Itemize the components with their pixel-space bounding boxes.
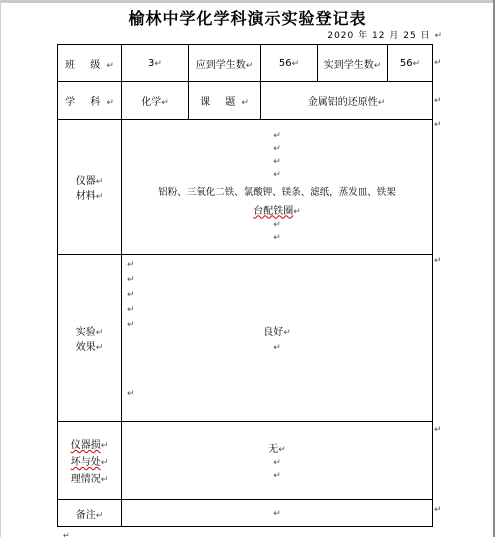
paragraph-mark: ↵ — [100, 475, 109, 485]
actual-students-value: 56 — [399, 57, 413, 69]
paragraph-mark: ↵ — [293, 206, 301, 217]
subject-value-cell[interactable] — [122, 82, 189, 120]
row-end-mark: ↵ — [434, 256, 442, 266]
date-month-unit: 月 — [389, 31, 400, 41]
effect-label-line2: 效果 — [75, 342, 96, 353]
table-row-class — [58, 45, 433, 82]
row-end-mark: ↵ — [434, 96, 442, 106]
equipment-label-line1: 仪器 — [75, 176, 96, 187]
page-title: 榆林中学化学科演示实验登记表 — [128, 9, 367, 28]
paragraph-mark: ↵ — [283, 328, 291, 338]
paragraph-mark: ↵ — [161, 98, 169, 108]
topic-label: 课 题 — [200, 97, 242, 108]
subject-value: 化学 — [141, 97, 162, 108]
actual-value-cell[interactable] — [388, 45, 433, 82]
subject-label: 学 科 — [65, 97, 107, 108]
paragraph-mark: ↵ — [273, 156, 281, 167]
damage-value: 无 — [268, 444, 279, 455]
paragraph-mark: ↵ — [127, 275, 135, 285]
equipment-label-cell — [58, 120, 122, 255]
equipment-label-line2: 材料 — [75, 191, 96, 202]
damage-label-cell — [58, 422, 122, 500]
document-end-mark: ↵ — [63, 531, 70, 540]
topic-label-cell — [189, 82, 261, 120]
class-value-cell[interactable] — [122, 45, 189, 82]
due-value-cell[interactable] — [261, 45, 318, 82]
paragraph-mark: ↵ — [100, 441, 109, 451]
paragraph-mark: ↵ — [273, 471, 281, 481]
remarks-content-cell[interactable] — [122, 500, 433, 527]
paragraph-mark: ↵ — [95, 510, 104, 521]
date-year-unit: 年 — [358, 31, 369, 41]
window-top-edge — [0, 0, 495, 3]
record-date — [327, 28, 443, 41]
table-row-equipment — [58, 120, 433, 255]
table-row-effect — [58, 255, 433, 422]
paragraph-mark: ↵ — [127, 290, 135, 300]
row-end-mark: ↵ — [434, 120, 442, 130]
paragraph-mark: ↵ — [273, 343, 281, 353]
paragraph-mark: ↵ — [127, 389, 135, 399]
class-label: 班 级 — [65, 59, 107, 71]
equipment-list-line1: 铝粉、三氧化二铁、氯酸钾、镁条、滤纸，蒸发皿、铁架 — [158, 186, 396, 198]
paragraph-mark: ↵ — [273, 130, 281, 141]
row-end-mark: ↵ — [434, 505, 442, 515]
effect-content-cell[interactable] — [122, 255, 433, 422]
remarks-label-cell — [58, 500, 122, 527]
paragraph-mark: ↵ — [377, 98, 386, 108]
effect-blank-lines — [127, 261, 135, 330]
paragraph-mark: ↵ — [127, 305, 135, 315]
class-label-cell — [58, 45, 122, 82]
damage-label-line1: 仪器损 — [70, 440, 101, 451]
paragraph-mark: ↵ — [273, 458, 281, 468]
paragraph-mark: ↵ — [291, 58, 300, 69]
paragraph-mark: ↵ — [95, 328, 104, 338]
due-students-label: 应到学生数 — [195, 59, 246, 71]
paragraph-mark: ↵ — [273, 169, 281, 180]
class-value: 3 — [148, 57, 155, 69]
paragraph-mark: ↵ — [273, 232, 281, 243]
paragraph-mark: ↵ — [95, 177, 104, 187]
effect-label-line1: 实验 — [75, 327, 96, 338]
table-row-damage — [58, 422, 433, 500]
date-day: 25 — [403, 31, 417, 41]
paragraph-mark: ↵ — [273, 143, 281, 154]
paragraph-mark: ↵ — [127, 320, 135, 330]
paragraph-mark: ↵ — [154, 58, 162, 69]
due-students-value: 56 — [278, 57, 292, 69]
effect-label-cell — [58, 255, 122, 422]
equipment-list-line2: 台配铁圈 — [253, 205, 294, 217]
remarks-label: 备注 — [75, 509, 96, 521]
paragraph-mark: ↵ — [412, 58, 421, 69]
table-row-remarks — [58, 500, 433, 527]
paragraph-mark: ↵ — [273, 219, 281, 230]
paragraph-mark: ↵ — [106, 60, 114, 71]
paragraph-mark: ↵ — [241, 98, 249, 108]
paragraph-mark: ↵ — [278, 445, 286, 455]
date-day-unit: 日 — [420, 31, 431, 41]
registration-table — [57, 44, 433, 527]
effect-value: 良好 — [263, 327, 284, 338]
equipment-content-cell[interactable] — [122, 120, 433, 255]
paragraph-mark: ↵ — [373, 60, 382, 71]
date-year: 2020 — [327, 31, 355, 41]
row-end-mark: ↵ — [434, 58, 442, 68]
paragraph-mark: ↵ — [106, 98, 114, 108]
due-label-cell — [189, 45, 261, 82]
actual-students-label: 实到学生数 — [323, 59, 374, 71]
damage-content-cell[interactable] — [122, 422, 433, 500]
topic-value-cell[interactable] — [261, 82, 433, 120]
subject-label-cell — [58, 82, 122, 120]
paragraph-mark: ↵ — [245, 60, 254, 71]
row-end-mark: ↵ — [434, 425, 442, 435]
paragraph-mark: ↵ — [95, 192, 104, 202]
window-left-edge — [0, 0, 1, 537]
actual-label-cell — [318, 45, 388, 82]
table-row-subject — [58, 82, 433, 120]
paragraph-mark: ↵ — [127, 260, 135, 270]
damage-label-line2: 坏与处 — [70, 457, 101, 468]
topic-value: 金属铝的还原性 — [307, 97, 378, 108]
paragraph-mark: ↵ — [95, 343, 104, 353]
date-month: 12 — [372, 31, 386, 41]
paragraph-mark: ↵ — [273, 508, 281, 519]
paragraph-mark: ↵ — [434, 31, 443, 41]
damage-label-line3: 理情况 — [70, 474, 101, 485]
paragraph-mark: ↵ — [100, 458, 109, 468]
